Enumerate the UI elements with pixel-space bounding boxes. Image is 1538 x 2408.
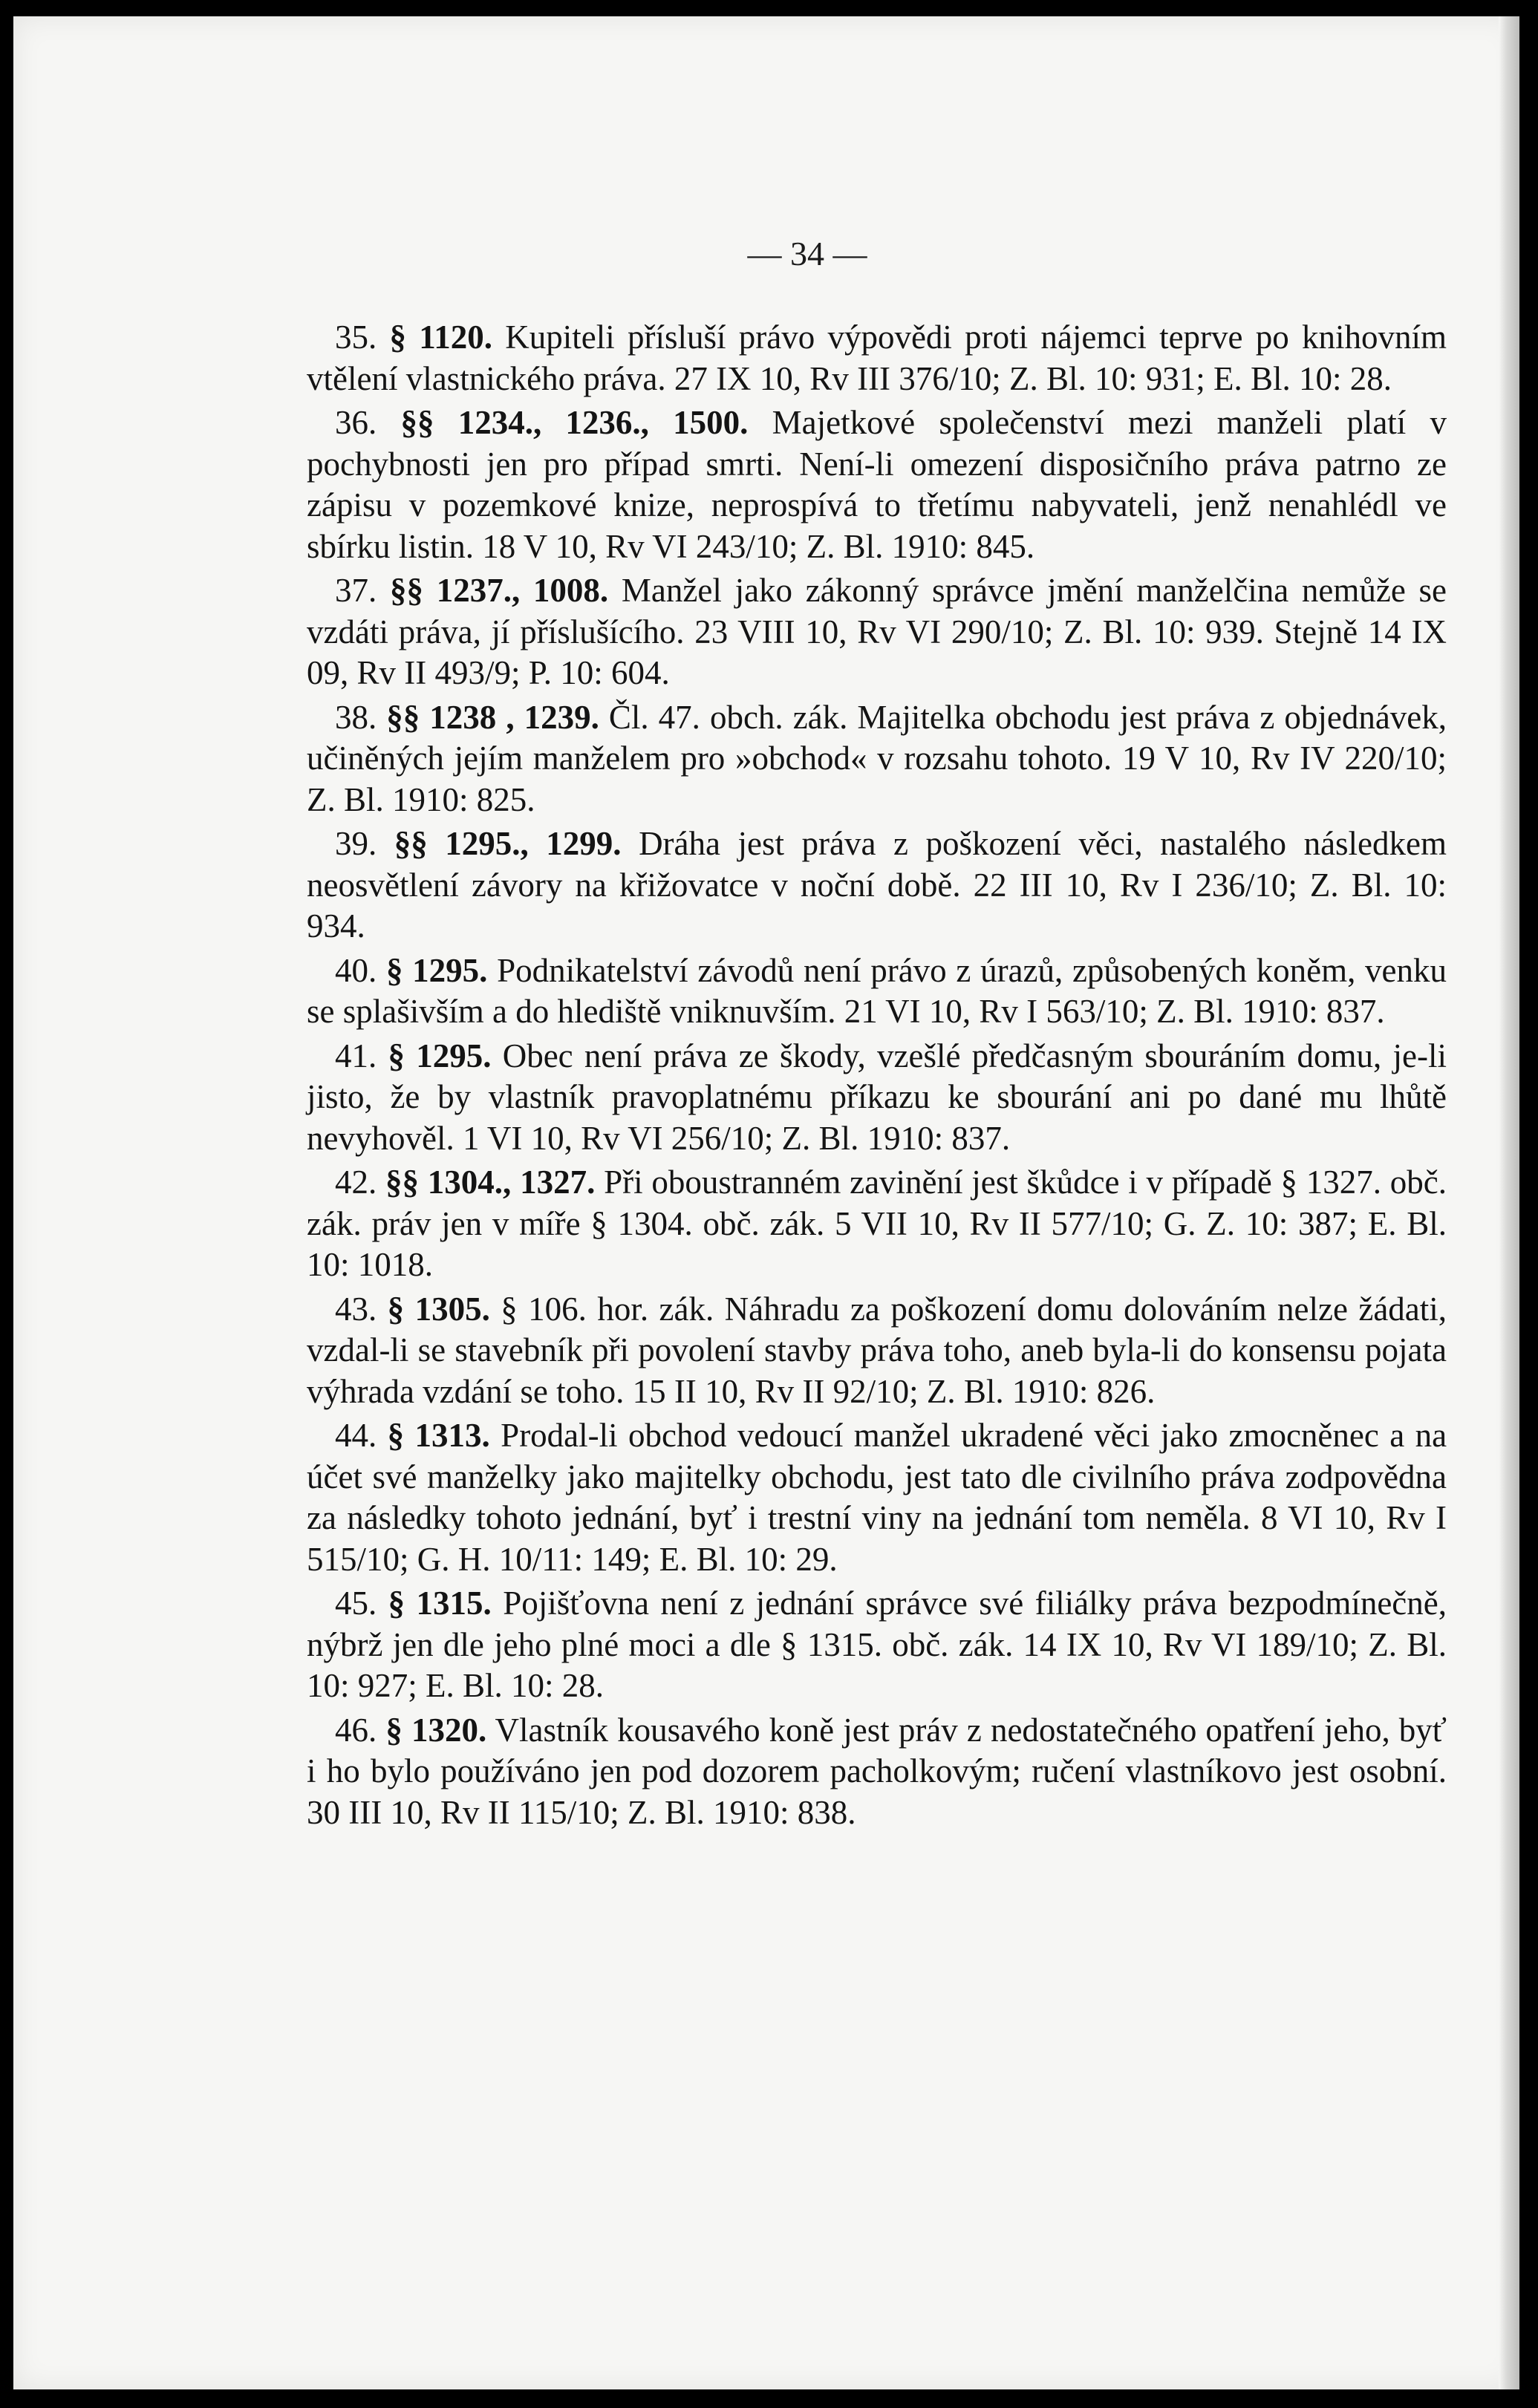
entry-section: § 1295. (388, 1037, 492, 1074)
entry-number: 39. (335, 825, 377, 862)
page-number: — 34 — (747, 235, 867, 273)
entry-number: 45. (335, 1585, 377, 1622)
entry-36 (307, 402, 1447, 567)
scan-edge (1499, 16, 1519, 2389)
entry-section: § 1313. (387, 1417, 490, 1454)
entry-text: Vlastník kousavého koně jest práv z nedostatečného opatření jeho, byť i ho bylo používáno jen pod dozorem pacholkovým; ručení vlastníkovo jest osobní. 30 III 10, Rv II 115/10; Z. Bl. 1910: 838. (307, 1711, 1447, 1831)
entry-section: § 1120. (389, 319, 493, 356)
entry-45 (307, 1583, 1447, 1707)
entry-number: 41. (335, 1037, 377, 1074)
entry-text: Prodal-li obchod vedoucí manžel ukradené věci jako zmocněnec a na účet své manželky jako majitelky obchodu, jest tato dle civilního práva zodpovědna za následky tohoto jednání, byť i trestní viny na jednání tom neměla. 8 VI 10, Rv I 515/10; G. H. 10/11: 149; E. Bl. 10: 29. (307, 1417, 1447, 1578)
entry-number: 35. (335, 319, 377, 356)
entry-41 (307, 1036, 1447, 1160)
entry-37 (307, 570, 1447, 694)
entry-text: Obec není práva ze škody, vzešlé předčasným sbouráním domu, je-li jisto, že by vlastník pravoplatnému příkazu ke sbourání ani po dané mu lhůtě nevyhověl. 1 VI 10, Rv VI 256/10; Z. Bl. 1910: 837. (307, 1037, 1447, 1157)
entry-section: § 1320. (385, 1711, 487, 1749)
entry-text: Pojišťovna není z jednání správce své filiálky práva bezpodmínečně, nýbrž jen dle jeho plné moci a dle § 1315. obč. zák. 14 IX 10, Rv VI 189/10; Z. Bl. 10: 927; E. Bl. 10: 28. (307, 1585, 1447, 1704)
entry-number: 36. (335, 404, 377, 441)
entry-number: 37. (335, 572, 377, 609)
entry-section: §§ 1304., 1327. (385, 1164, 596, 1201)
page-content (307, 317, 1447, 1836)
entry-42 (307, 1162, 1447, 1286)
entry-35 (307, 317, 1447, 399)
entry-44 (307, 1415, 1447, 1580)
entry-section: § 1305. (387, 1290, 490, 1328)
entry-text: Manžel jako zákonný správce jmění manželčina nemůže se vzdáti práva, jí příslušícího. 23 VIII 10, Rv VI 290/10; Z. Bl. 10: 939. Stejně 14 IX 09, Rv II 493/9; P. 10: 604. (307, 572, 1447, 691)
entry-46 (307, 1710, 1447, 1834)
book-page (13, 16, 1519, 2389)
entry-40 (307, 950, 1447, 1033)
entry-text: Majetkové společenství mezi manželi platí v pochybnosti jen pro případ smrti. Není-li omezení disposičního práva patrno ze zápisu v pozemkové knize, neprospívá to třetímu nabyvateli, jenž nenahlédl ve sbírku listin. 18 V 10, Rv VI 243/10; Z. Bl. 1910: 845. (307, 404, 1447, 565)
entry-number: 42. (335, 1164, 377, 1201)
entry-number: 40. (335, 951, 377, 989)
entry-text: Dráha jest práva z poškození věci, nastalého následkem neosvětlení závory na křižovatce v noční době. 22 III 10, Rv I 236/10; Z. Bl. 10: 934. (307, 825, 1447, 944)
entry-text: Čl. 47. obch. zák. Majitelka obchodu jest práva z objednávek, učiněných jejím manželem pro »obchod« v rozsahu tohoto. 19 V 10, Rv IV 220/10; Z. Bl. 1910: 825. (307, 698, 1447, 818)
entry-section: § 1295. (385, 951, 488, 989)
entry-text: § 106. hor. zák. Náhradu za poškození domu dolováním nelze žádati, vzdal-li se stavebník při povolení stavby práva toho, aneb byla-li do konsensu pojata výhrada vzdání se toho. 15 II 10, Rv II 92/10; Z. Bl. 1910: 826. (307, 1290, 1447, 1410)
entry-43 (307, 1289, 1447, 1413)
entry-section: §§ 1237., 1008. (389, 572, 609, 609)
entry-text: Podnikatelství závodů není právo z úrazů, způsobených koněm, venku se splašivším a do hlediště vniknuvším. 21 VI 10, Rv I 563/10; Z. Bl. 1910: 837. (307, 951, 1447, 1030)
entry-number: 44. (335, 1417, 377, 1454)
entry-39 (307, 823, 1447, 947)
entry-38 (307, 697, 1447, 821)
entry-text: Při oboustranném zavinění jest škůdce i v případě § 1327. obč. zák. práv jen v míře § 1304. obč. zák. 5 VII 10, Rv II 577/10; G. Z. 10: 387; E. Bl. 10: 1018. (307, 1164, 1447, 1283)
entry-number: 46. (335, 1711, 377, 1749)
entry-section: § 1315. (388, 1585, 492, 1622)
entry-section: §§ 1295., 1299. (394, 825, 622, 862)
entry-text: Kupiteli přísluší právo výpovědi proti nájemci teprve po knihovním vtělení vlastnického práva. 27 IX 10, Rv III 376/10; Z. Bl. 10: 931; E. Bl. 10: 28. (307, 319, 1447, 397)
entry-number: 43. (335, 1290, 377, 1328)
entry-section: §§ 1238 , 1239. (386, 698, 599, 736)
entry-section: §§ 1234., 1236., 1500. (400, 404, 749, 441)
entry-number: 38. (335, 698, 377, 736)
